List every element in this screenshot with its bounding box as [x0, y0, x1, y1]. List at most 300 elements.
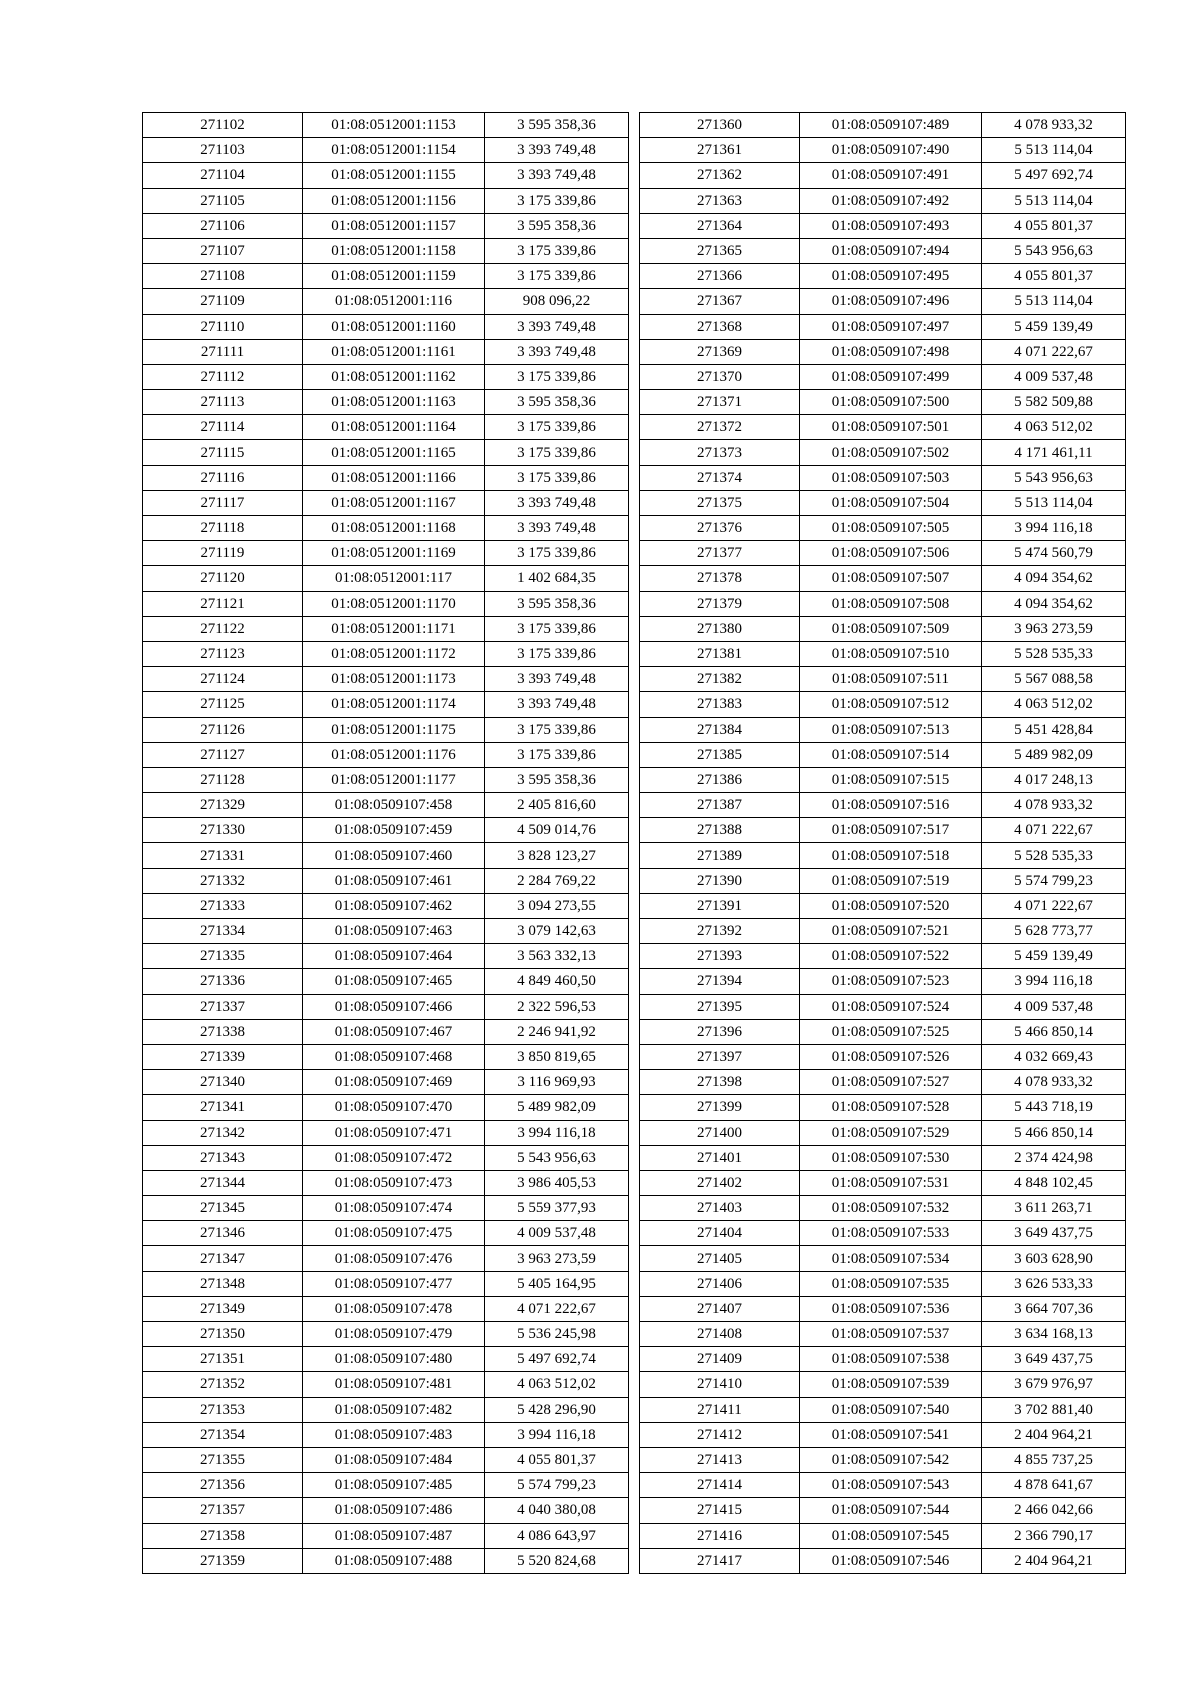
table-row [143, 616, 629, 641]
table-row [640, 692, 1126, 717]
value-cell: 5 559 377,93 [485, 1196, 629, 1221]
table-row [640, 1473, 1126, 1498]
table-row [640, 490, 1126, 515]
row-number-cell: 271113 [143, 390, 303, 415]
row-number-cell: 271335 [143, 944, 303, 969]
table-row [143, 1498, 629, 1523]
row-number-cell: 271344 [143, 1170, 303, 1195]
table-row [143, 541, 629, 566]
table-row [143, 1120, 629, 1145]
row-number-cell: 271330 [143, 818, 303, 843]
row-number-cell: 271338 [143, 1019, 303, 1044]
cadastral-number-cell: 01:08:0509107:467 [303, 1019, 485, 1044]
table-row [640, 994, 1126, 1019]
row-number-cell: 271392 [640, 919, 800, 944]
value-cell: 3 393 749,48 [485, 339, 629, 364]
value-cell: 4 094 354,62 [982, 591, 1126, 616]
value-cell: 4 509 014,76 [485, 818, 629, 843]
row-number-cell: 271388 [640, 818, 800, 843]
table-row [640, 1170, 1126, 1195]
row-number-cell: 271376 [640, 516, 800, 541]
row-number-cell: 271403 [640, 1196, 800, 1221]
cadastral-number-cell: 01:08:0509107:506 [800, 541, 982, 566]
value-cell: 3 963 273,59 [485, 1246, 629, 1271]
value-cell: 3 595 358,36 [485, 213, 629, 238]
table-row [640, 591, 1126, 616]
value-cell: 3 702 881,40 [982, 1397, 1126, 1422]
cadastral-number-cell: 01:08:0512001:1170 [303, 591, 485, 616]
value-cell: 2 404 964,21 [982, 1548, 1126, 1573]
value-cell: 3 175 339,86 [485, 415, 629, 440]
cadastral-number-cell: 01:08:0509107:493 [800, 213, 982, 238]
value-cell: 5 497 692,74 [485, 1347, 629, 1372]
row-number-cell: 271340 [143, 1070, 303, 1095]
table-row [640, 1397, 1126, 1422]
table-row [143, 868, 629, 893]
value-cell: 5 489 982,09 [485, 1095, 629, 1120]
table-row [143, 213, 629, 238]
row-number-cell: 271383 [640, 692, 800, 717]
value-cell: 3 603 628,90 [982, 1246, 1126, 1271]
table-row [143, 1170, 629, 1195]
table-row [143, 1221, 629, 1246]
cadastral-number-cell: 01:08:0509107:472 [303, 1145, 485, 1170]
cadastral-number-cell: 01:08:0512001:1175 [303, 717, 485, 742]
table-row [640, 188, 1126, 213]
cadastral-number-cell: 01:08:0509107:500 [800, 390, 982, 415]
row-number-cell: 271337 [143, 994, 303, 1019]
value-cell: 908 096,22 [485, 289, 629, 314]
value-cell: 3 175 339,86 [485, 465, 629, 490]
table-row [640, 465, 1126, 490]
table-row [143, 1296, 629, 1321]
row-number-cell: 271127 [143, 742, 303, 767]
table-row [143, 1347, 629, 1372]
value-cell: 5 574 799,23 [982, 868, 1126, 893]
value-cell: 5 513 114,04 [982, 289, 1126, 314]
row-number-cell: 271118 [143, 516, 303, 541]
table-row [640, 339, 1126, 364]
cadastral-number-cell: 01:08:0509107:519 [800, 868, 982, 893]
value-cell: 5 513 114,04 [982, 490, 1126, 515]
value-cell: 2 405 816,60 [485, 793, 629, 818]
value-cell: 5 543 956,63 [485, 1145, 629, 1170]
row-number-cell: 271122 [143, 616, 303, 641]
cadastral-number-cell: 01:08:0509107:488 [303, 1548, 485, 1573]
row-number-cell: 271363 [640, 188, 800, 213]
table-row [640, 289, 1126, 314]
cadastral-number-cell: 01:08:0509107:491 [800, 163, 982, 188]
table-row [640, 213, 1126, 238]
cadastral-number-cell: 01:08:0509107:532 [800, 1196, 982, 1221]
table-row [640, 868, 1126, 893]
value-cell: 3 175 339,86 [485, 641, 629, 666]
row-number-cell: 271371 [640, 390, 800, 415]
row-number-cell: 271394 [640, 969, 800, 994]
cadastral-number-cell: 01:08:0509107:516 [800, 793, 982, 818]
cadastral-number-cell: 01:08:0509107:469 [303, 1070, 485, 1095]
row-number-cell: 271390 [640, 868, 800, 893]
table-row [640, 415, 1126, 440]
cadastral-number-cell: 01:08:0509107:470 [303, 1095, 485, 1120]
table-row [640, 969, 1126, 994]
value-cell: 5 497 692,74 [982, 163, 1126, 188]
cadastral-number-cell: 01:08:0512001:1153 [303, 113, 485, 138]
cadastral-number-cell: 01:08:0509107:544 [800, 1498, 982, 1523]
cadastral-number-cell: 01:08:0509107:535 [800, 1271, 982, 1296]
left-table-body [143, 113, 629, 1574]
cadastral-number-cell: 01:08:0509107:523 [800, 969, 982, 994]
value-cell: 4 855 737,25 [982, 1447, 1126, 1472]
table-row [640, 1095, 1126, 1120]
cadastral-number-cell: 01:08:0509107:524 [800, 994, 982, 1019]
value-cell: 5 528 535,33 [982, 641, 1126, 666]
value-cell: 3 850 819,65 [485, 1044, 629, 1069]
row-number-cell: 271408 [640, 1322, 800, 1347]
table-row [143, 516, 629, 541]
row-number-cell: 271373 [640, 440, 800, 465]
row-number-cell: 271346 [143, 1221, 303, 1246]
row-number-cell: 271404 [640, 1221, 800, 1246]
value-cell: 5 428 296,90 [485, 1397, 629, 1422]
table-row [143, 1271, 629, 1296]
cadastral-number-cell: 01:08:0509107:499 [800, 364, 982, 389]
table-row [640, 314, 1126, 339]
cadastral-number-cell: 01:08:0509107:466 [303, 994, 485, 1019]
row-number-cell: 271397 [640, 1044, 800, 1069]
value-cell: 2 284 769,22 [485, 868, 629, 893]
cadastral-number-cell: 01:08:0509107:546 [800, 1548, 982, 1573]
value-cell: 3 595 358,36 [485, 113, 629, 138]
value-cell: 4 063 512,02 [982, 415, 1126, 440]
row-number-cell: 271387 [640, 793, 800, 818]
value-cell: 3 393 749,48 [485, 692, 629, 717]
table-row [640, 390, 1126, 415]
table-row [640, 1447, 1126, 1472]
cadastral-number-cell: 01:08:0512001:1162 [303, 364, 485, 389]
value-cell: 4 055 801,37 [982, 264, 1126, 289]
value-cell: 4 009 537,48 [982, 364, 1126, 389]
value-cell: 3 563 332,13 [485, 944, 629, 969]
cadastral-number-cell: 01:08:0512001:1177 [303, 767, 485, 792]
cadastral-number-cell: 01:08:0509107:539 [800, 1372, 982, 1397]
value-cell: 3 986 405,53 [485, 1170, 629, 1195]
value-cell: 5 543 956,63 [982, 238, 1126, 263]
cadastral-number-cell: 01:08:0509107:518 [800, 843, 982, 868]
cadastral-number-cell: 01:08:0509107:476 [303, 1246, 485, 1271]
row-number-cell: 271367 [640, 289, 800, 314]
row-number-cell: 271374 [640, 465, 800, 490]
row-number-cell: 271381 [640, 641, 800, 666]
row-number-cell: 271347 [143, 1246, 303, 1271]
value-cell: 4 040 380,08 [485, 1498, 629, 1523]
table-row [640, 264, 1126, 289]
table-row [640, 1019, 1126, 1044]
table-row [143, 339, 629, 364]
value-cell: 5 536 245,98 [485, 1322, 629, 1347]
value-cell: 4 078 933,32 [982, 113, 1126, 138]
left-data-table [142, 112, 629, 1574]
row-number-cell: 271414 [640, 1473, 800, 1498]
table-row [143, 893, 629, 918]
value-cell: 4 078 933,32 [982, 793, 1126, 818]
value-cell: 3 994 116,18 [982, 969, 1126, 994]
value-cell: 5 628 773,77 [982, 919, 1126, 944]
value-cell: 3 994 116,18 [982, 516, 1126, 541]
table-row [640, 138, 1126, 163]
cadastral-number-cell: 01:08:0509107:537 [800, 1322, 982, 1347]
row-number-cell: 271117 [143, 490, 303, 515]
table-row [640, 1070, 1126, 1095]
table-row [143, 440, 629, 465]
value-cell: 3 175 339,86 [485, 264, 629, 289]
table-row [640, 238, 1126, 263]
cadastral-number-cell: 01:08:0509107:517 [800, 818, 982, 843]
row-number-cell: 271365 [640, 238, 800, 263]
row-number-cell: 271119 [143, 541, 303, 566]
row-number-cell: 271359 [143, 1548, 303, 1573]
cadastral-number-cell: 01:08:0509107:520 [800, 893, 982, 918]
cadastral-number-cell: 01:08:0509107:526 [800, 1044, 982, 1069]
cadastral-number-cell: 01:08:0509107:462 [303, 893, 485, 918]
value-cell: 4 078 933,32 [982, 1070, 1126, 1095]
value-cell: 2 404 964,21 [982, 1422, 1126, 1447]
row-number-cell: 271366 [640, 264, 800, 289]
row-number-cell: 271114 [143, 415, 303, 440]
cadastral-number-cell: 01:08:0509107:495 [800, 264, 982, 289]
row-number-cell: 271354 [143, 1422, 303, 1447]
value-cell: 4 878 641,67 [982, 1473, 1126, 1498]
cadastral-number-cell: 01:08:0509107:502 [800, 440, 982, 465]
table-row [640, 742, 1126, 767]
cadastral-number-cell: 01:08:0509107:468 [303, 1044, 485, 1069]
row-number-cell: 271407 [640, 1296, 800, 1321]
row-number-cell: 271123 [143, 641, 303, 666]
cadastral-number-cell: 01:08:0509107:483 [303, 1422, 485, 1447]
table-row [143, 767, 629, 792]
cadastral-number-cell: 01:08:0512001:1154 [303, 138, 485, 163]
value-cell: 5 574 799,23 [485, 1473, 629, 1498]
value-cell: 3 649 437,75 [982, 1347, 1126, 1372]
cadastral-number-cell: 01:08:0509107:511 [800, 667, 982, 692]
row-number-cell: 271339 [143, 1044, 303, 1069]
row-number-cell: 271116 [143, 465, 303, 490]
table-row [143, 1397, 629, 1422]
table-row [143, 641, 629, 666]
cadastral-number-cell: 01:08:0509107:545 [800, 1523, 982, 1548]
table-row [143, 717, 629, 742]
row-number-cell: 271401 [640, 1145, 800, 1170]
row-number-cell: 271107 [143, 238, 303, 263]
table-row [143, 1070, 629, 1095]
value-cell: 2 466 042,66 [982, 1498, 1126, 1523]
cadastral-number-cell: 01:08:0509107:513 [800, 717, 982, 742]
cadastral-number-cell: 01:08:0509107:533 [800, 1221, 982, 1246]
value-cell: 5 443 718,19 [982, 1095, 1126, 1120]
row-number-cell: 271379 [640, 591, 800, 616]
value-cell: 3 994 116,18 [485, 1422, 629, 1447]
table-row [143, 289, 629, 314]
value-cell: 3 393 749,48 [485, 667, 629, 692]
table-row [143, 188, 629, 213]
row-number-cell: 271345 [143, 1196, 303, 1221]
row-number-cell: 271389 [640, 843, 800, 868]
cadastral-number-cell: 01:08:0509107:503 [800, 465, 982, 490]
table-row [640, 1120, 1126, 1145]
table-row [640, 641, 1126, 666]
row-number-cell: 271416 [640, 1523, 800, 1548]
row-number-cell: 271375 [640, 490, 800, 515]
table-row [143, 1473, 629, 1498]
table-row [143, 264, 629, 289]
row-number-cell: 271400 [640, 1120, 800, 1145]
table-row [143, 793, 629, 818]
table-row [143, 163, 629, 188]
value-cell: 5 513 114,04 [982, 138, 1126, 163]
table-row [640, 163, 1126, 188]
table-row [143, 465, 629, 490]
table-row [143, 1372, 629, 1397]
value-cell: 3 626 533,33 [982, 1271, 1126, 1296]
row-number-cell: 271386 [640, 767, 800, 792]
row-number-cell: 271378 [640, 566, 800, 591]
value-cell: 5 474 560,79 [982, 541, 1126, 566]
row-number-cell: 271115 [143, 440, 303, 465]
row-number-cell: 271110 [143, 314, 303, 339]
cadastral-number-cell: 01:08:0512001:1167 [303, 490, 485, 515]
cadastral-number-cell: 01:08:0509107:515 [800, 767, 982, 792]
table-row [640, 1422, 1126, 1447]
value-cell: 4 094 354,62 [982, 566, 1126, 591]
table-row [640, 113, 1126, 138]
value-cell: 3 175 339,86 [485, 188, 629, 213]
row-number-cell: 271393 [640, 944, 800, 969]
row-number-cell: 271405 [640, 1246, 800, 1271]
row-number-cell: 271409 [640, 1347, 800, 1372]
row-number-cell: 271395 [640, 994, 800, 1019]
value-cell: 3 679 976,97 [982, 1372, 1126, 1397]
value-cell: 3 649 437,75 [982, 1221, 1126, 1246]
row-number-cell: 271377 [640, 541, 800, 566]
table-row [143, 692, 629, 717]
value-cell: 4 171 461,11 [982, 440, 1126, 465]
table-row [640, 364, 1126, 389]
cadastral-number-cell: 01:08:0509107:536 [800, 1296, 982, 1321]
value-cell: 3 175 339,86 [485, 440, 629, 465]
table-row [143, 238, 629, 263]
cadastral-number-cell: 01:08:0509107:459 [303, 818, 485, 843]
value-cell: 5 582 509,88 [982, 390, 1126, 415]
value-cell: 1 402 684,35 [485, 566, 629, 591]
table-row [143, 1447, 629, 1472]
cadastral-number-cell: 01:08:0509107:534 [800, 1246, 982, 1271]
table-row [640, 516, 1126, 541]
value-cell: 5 459 139,49 [982, 314, 1126, 339]
table-row [640, 566, 1126, 591]
cadastral-number-cell: 01:08:0509107:484 [303, 1447, 485, 1472]
table-row [143, 591, 629, 616]
row-number-cell: 271105 [143, 188, 303, 213]
value-cell: 4 071 222,67 [982, 339, 1126, 364]
table-row [640, 1221, 1126, 1246]
cadastral-number-cell: 01:08:0509107:497 [800, 314, 982, 339]
row-number-cell: 271410 [640, 1372, 800, 1397]
value-cell: 4 055 801,37 [485, 1447, 629, 1472]
table-row [143, 944, 629, 969]
row-number-cell: 271103 [143, 138, 303, 163]
cadastral-number-cell: 01:08:0509107:509 [800, 616, 982, 641]
table-row [640, 616, 1126, 641]
value-cell: 4 086 643,97 [485, 1523, 629, 1548]
row-number-cell: 271385 [640, 742, 800, 767]
table-row [640, 440, 1126, 465]
table-row [143, 1196, 629, 1221]
table-row [143, 969, 629, 994]
table-row [640, 843, 1126, 868]
cadastral-number-cell: 01:08:0512001:1171 [303, 616, 485, 641]
cadastral-number-cell: 01:08:0509107:473 [303, 1170, 485, 1195]
cadastral-number-cell: 01:08:0509107:474 [303, 1196, 485, 1221]
value-cell: 3 393 749,48 [485, 138, 629, 163]
value-cell: 4 071 222,67 [982, 818, 1126, 843]
cadastral-number-cell: 01:08:0509107:461 [303, 868, 485, 893]
value-cell: 2 246 941,92 [485, 1019, 629, 1044]
row-number-cell: 271415 [640, 1498, 800, 1523]
cadastral-number-cell: 01:08:0509107:501 [800, 415, 982, 440]
cadastral-number-cell: 01:08:0509107:543 [800, 1473, 982, 1498]
table-row [143, 1322, 629, 1347]
table-row [143, 113, 629, 138]
cadastral-number-cell: 01:08:0509107:514 [800, 742, 982, 767]
value-cell: 3 664 707,36 [982, 1296, 1126, 1321]
table-row [143, 742, 629, 767]
value-cell: 4 017 248,13 [982, 767, 1126, 792]
cadastral-number-cell: 01:08:0512001:1163 [303, 390, 485, 415]
row-number-cell: 271121 [143, 591, 303, 616]
row-number-cell: 271120 [143, 566, 303, 591]
row-number-cell: 271348 [143, 1271, 303, 1296]
table-row [640, 1296, 1126, 1321]
row-number-cell: 271358 [143, 1523, 303, 1548]
cadastral-number-cell: 01:08:0509107:471 [303, 1120, 485, 1145]
row-number-cell: 271102 [143, 113, 303, 138]
row-number-cell: 271382 [640, 667, 800, 692]
row-number-cell: 271329 [143, 793, 303, 818]
value-cell: 5 513 114,04 [982, 188, 1126, 213]
value-cell: 4 063 512,02 [982, 692, 1126, 717]
row-number-cell: 271364 [640, 213, 800, 238]
table-row [143, 1246, 629, 1271]
cadastral-number-cell: 01:08:0512001:1165 [303, 440, 485, 465]
value-cell: 3 595 358,36 [485, 767, 629, 792]
cadastral-number-cell: 01:08:0509107:507 [800, 566, 982, 591]
cadastral-number-cell: 01:08:0509107:525 [800, 1019, 982, 1044]
table-row [640, 667, 1126, 692]
table-row [640, 1246, 1126, 1271]
cadastral-number-cell: 01:08:0512001:1168 [303, 516, 485, 541]
row-number-cell: 271343 [143, 1145, 303, 1170]
table-row [143, 994, 629, 1019]
row-number-cell: 271126 [143, 717, 303, 742]
cadastral-number-cell: 01:08:0509107:482 [303, 1397, 485, 1422]
row-number-cell: 271357 [143, 1498, 303, 1523]
value-cell: 4 009 537,48 [485, 1221, 629, 1246]
cadastral-number-cell: 01:08:0512001:1159 [303, 264, 485, 289]
cadastral-number-cell: 01:08:0509107:486 [303, 1498, 485, 1523]
row-number-cell: 271368 [640, 314, 800, 339]
row-number-cell: 271412 [640, 1422, 800, 1447]
cadastral-number-cell: 01:08:0512001:1158 [303, 238, 485, 263]
